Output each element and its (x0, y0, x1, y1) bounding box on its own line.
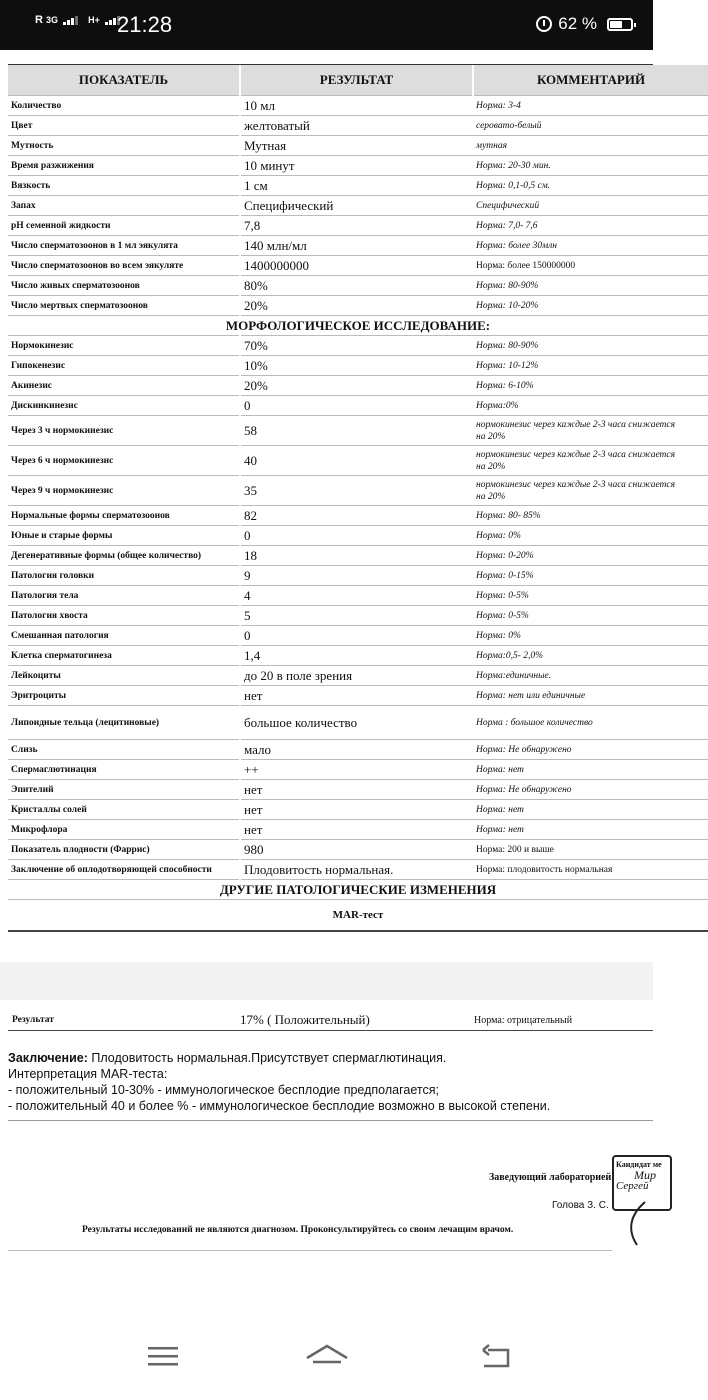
result-cell: 10 мл (240, 96, 473, 116)
indicator-cell: Спермаглютинация (8, 760, 240, 780)
result-cell: 0 (240, 396, 473, 416)
indicator-cell: Дискинкинезис (8, 396, 240, 416)
comment-cell: Норма: более 150000000 (473, 256, 708, 276)
table-row (8, 780, 708, 800)
result-cell: мало (240, 740, 473, 760)
result-cell: 70% (240, 336, 473, 356)
comment-cell (473, 416, 708, 446)
comment-cell: Норма: нет (473, 760, 708, 780)
indicator-cell: Гипокенезис (8, 356, 240, 376)
table-row (8, 740, 708, 760)
result-cell: 980 (240, 840, 473, 860)
indicator-cell: Смешанная патология (8, 626, 240, 646)
indicator-cell: Показатель плодности (Фаррис) (8, 840, 240, 860)
comment-line: нормокинезис через каждые 2-3 часа снижается (476, 419, 676, 430)
battery-fill (610, 21, 622, 28)
table-row (8, 176, 708, 196)
indicator-cell: Число сперматозоонов во всем эякуляте (8, 256, 240, 276)
comment-cell: Специфический (473, 196, 708, 216)
table-row (8, 396, 708, 416)
indicator-cell: Патология хвоста (8, 606, 240, 626)
table-row (8, 416, 708, 446)
result-cell: нет (240, 780, 473, 800)
section-morphology (8, 316, 708, 336)
indicator-cell: Через 9 ч нормокинезис (8, 476, 240, 506)
stamp-line-3: Сергей (616, 1180, 649, 1192)
result-cell: ++ (240, 760, 473, 780)
result-cell: 10 минут (240, 156, 473, 176)
table-row (8, 256, 708, 276)
result-cell: 80% (240, 276, 473, 296)
comment-cell: Норма: 10-20% (473, 296, 708, 316)
indicator-cell: Число живых сперматозоонов (8, 276, 240, 296)
mar-result-norm: Норма: отрицательный (474, 1015, 573, 1026)
result-cell: 20% (240, 376, 473, 396)
comment-cell: Норма: 0% (473, 626, 708, 646)
indicator-cell: Нормальные формы сперматозоонов (8, 506, 240, 526)
indicator-cell: Число мертвых сперматозоонов (8, 296, 240, 316)
table-row (8, 526, 708, 546)
conclusion-line (8, 1050, 550, 1066)
table-row (8, 586, 708, 606)
indicator-cell: Число сперматозоонов в 1 мл эякулята (8, 236, 240, 256)
signature-scribble (625, 1200, 653, 1250)
head-of-lab-name: Голова З. С. (552, 1200, 609, 1211)
indicator-cell: Нормокинезис (8, 336, 240, 356)
indicator-cell: Эпителий (8, 780, 240, 800)
alarm-icon (536, 16, 552, 32)
table-row (8, 336, 708, 356)
conclusion-text: Плодовитость нормальная.Присутствует спермаглютинация. (87, 1051, 447, 1065)
indicator-cell: Вязкость (8, 176, 240, 196)
conclusion-rule (8, 1120, 653, 1121)
comment-cell: мутная (473, 136, 708, 156)
header-comment: КОММЕНТАРИЙ (473, 65, 708, 96)
indicator-cell: Заключение об оплодотворяющей способности (8, 860, 240, 880)
comment-cell: Норма: 80-90% (473, 336, 708, 356)
result-cell: 140 млн/мл (240, 236, 473, 256)
result-cell: 35 (240, 476, 473, 506)
indicator-cell: Слизь (8, 740, 240, 760)
table-row (8, 666, 708, 686)
mar-result-label: Результат (12, 1015, 54, 1025)
result-cell: Мутная (240, 136, 473, 156)
table-row (8, 196, 708, 216)
stamp-line-2: Мир (634, 1168, 656, 1182)
comment-cell: Норма:единичные. (473, 666, 708, 686)
mar-interpretation-1: - положительный 10-30% - иммунологическое бесплодие предполагается; (8, 1083, 439, 1097)
result-cell: 7,8 (240, 216, 473, 236)
net-type-3g: 3G (46, 15, 59, 25)
stamp-line-1: Кандидат ме (616, 1160, 662, 1169)
table-row (8, 820, 708, 840)
comment-cell: Норма: 3-4 (473, 96, 708, 116)
result-cell: 1,4 (240, 646, 473, 666)
header-result: РЕЗУЛЬТАТ (240, 65, 473, 96)
table-row (8, 506, 708, 526)
home-icon[interactable] (304, 1342, 350, 1370)
indicator-cell: pH семенной жидкости (8, 216, 240, 236)
table-row (8, 760, 708, 780)
result-cell: нет (240, 820, 473, 840)
table-row (8, 860, 708, 880)
indicator-cell: Лейкоциты (8, 666, 240, 686)
comment-cell: Норма:0,5- 2,0% (473, 646, 708, 666)
clock: 21:28 (117, 12, 173, 37)
status-right (536, 14, 633, 34)
comment-cell: Норма: нет или единичные (473, 686, 708, 706)
comment-cell: Норма: 0-5% (473, 606, 708, 626)
comment-cell: Норма: 0-15% (473, 566, 708, 586)
result-cell: 40 (240, 446, 473, 476)
comment-line: на 20% (476, 461, 506, 472)
result-cell: до 20 в поле зрения (240, 666, 473, 686)
conclusion-block (8, 1050, 550, 1114)
comment-cell (473, 476, 708, 506)
indicator-cell: Эритроциты (8, 686, 240, 706)
comment-cell: Норма: 0,1-0,5 см. (473, 176, 708, 196)
menu-icon[interactable] (148, 1345, 180, 1369)
result-cell: Плодовитость нормальная. (240, 860, 473, 880)
table-row (8, 626, 708, 646)
table-row (8, 276, 708, 296)
result-cell: 1400000000 (240, 256, 473, 276)
comment-cell: Норма: 0-20% (473, 546, 708, 566)
result-cell: 10% (240, 356, 473, 376)
result-cell: нет (240, 800, 473, 820)
indicator-cell: Через 6 ч нормокинезис (8, 446, 240, 476)
results-body (8, 96, 708, 932)
indicator-cell: Кристаллы солей (8, 800, 240, 820)
comment-cell: Норма: 6-10% (473, 376, 708, 396)
section-morphology-title: МОРФОЛОГИЧЕСКОЕ ИССЛЕДОВАНИЕ: (8, 316, 708, 336)
back-icon[interactable] (480, 1342, 516, 1372)
comment-cell: Норма: Не обнаружено (473, 780, 708, 800)
comment-line: нормокинезис через каждые 2-3 часа снижается (476, 479, 676, 490)
result-cell: большое количество (240, 706, 473, 740)
results-table (8, 65, 708, 932)
head-of-lab-label: Заведующий лабораторией: (489, 1172, 615, 1183)
status-bar (0, 0, 653, 50)
mar-test-section (8, 900, 708, 932)
result-cell: 18 (240, 546, 473, 566)
indicator-cell: Патология тела (8, 586, 240, 606)
table-row (8, 800, 708, 820)
table-row (8, 546, 708, 566)
indicator-cell: Юные и старые формы (8, 526, 240, 546)
comment-cell: Норма: 80- 85% (473, 506, 708, 526)
comment-cell: Норма: нет (473, 800, 708, 820)
comment-cell: Норма: 7,0- 7,6 (473, 216, 708, 236)
indicator-cell: Мутность (8, 136, 240, 156)
comment-line: на 20% (476, 431, 506, 442)
table-row (8, 606, 708, 626)
result-cell: Специфический (240, 196, 473, 216)
section-other-changes-title: ДРУГИЕ ПАТОЛОГИЧЕСКИЕ ИЗМЕНЕНИЯ (8, 880, 708, 900)
table-row (8, 296, 708, 316)
table-row (8, 446, 708, 476)
result-cell: 0 (240, 626, 473, 646)
indicator-cell: Патология головки (8, 566, 240, 586)
table-row (8, 566, 708, 586)
mar-result-value: 17% ( Положительный) (240, 1012, 370, 1027)
table-row (8, 706, 708, 740)
table-row (8, 216, 708, 236)
indicator-cell: Через 3 ч нормокинезис (8, 416, 240, 446)
bottom-rule (8, 1250, 612, 1251)
result-cell: 9 (240, 566, 473, 586)
comment-cell: Норма: 80-90% (473, 276, 708, 296)
table-row (8, 116, 708, 136)
mar-interpretation-title: Интерпретация MAR-теста: (8, 1067, 168, 1081)
indicator-cell: Цвет (8, 116, 240, 136)
table-row (8, 476, 708, 506)
table-row (8, 686, 708, 706)
comment-cell: Норма: плодовитость нормальная (473, 860, 708, 880)
comment-cell: Норма: более 30млн (473, 236, 708, 256)
result-cell: 0 (240, 526, 473, 546)
result-cell: 20% (240, 296, 473, 316)
comment-line: на 20% (476, 491, 506, 502)
table-row (8, 96, 708, 116)
header-indicator: ПОКАЗАТЕЛЬ (8, 65, 240, 96)
mar-test-title: MAR-тест (8, 900, 708, 932)
indicator-cell: Липоидные тельца (лецитиновые) (8, 706, 240, 740)
comment-cell: Норма: 10-12% (473, 356, 708, 376)
indicator-cell: Клетка сперматогинеза (8, 646, 240, 666)
result-cell: 5 (240, 606, 473, 626)
comment-cell: Норма: 20-30 мин. (473, 156, 708, 176)
comment-cell: Норма:0% (473, 396, 708, 416)
result-cell: 58 (240, 416, 473, 446)
conclusion-label: Заключение: (8, 1051, 88, 1065)
page-break (0, 962, 653, 1000)
indicator-cell: Количество (8, 96, 240, 116)
comment-cell: Норма: 0% (473, 526, 708, 546)
result-cell: желтоватый (240, 116, 473, 136)
table-row (8, 236, 708, 256)
section-other-changes (8, 880, 708, 900)
roaming-label: R (35, 14, 43, 26)
indicator-cell: Время разжижения (8, 156, 240, 176)
disclaimer: Результаты исследований не являются диагнозом. Проконсультируйтесь со своим лечащим врачом. (82, 1225, 514, 1235)
comment-cell: Норма: нет (473, 820, 708, 840)
table-row (8, 376, 708, 396)
comment-cell: Норма: 0-5% (473, 586, 708, 606)
comment-cell: Норма : большое количество (473, 706, 708, 740)
comment-cell: серовато-белый (473, 116, 708, 136)
result-cell: нет (240, 686, 473, 706)
battery-icon (607, 18, 633, 31)
mar-rule (8, 1030, 653, 1031)
table-row (8, 356, 708, 376)
table-row (8, 646, 708, 666)
indicator-cell: Акинезис (8, 376, 240, 396)
battery-percent: 62 % (558, 14, 597, 33)
comment-line: нормокинезис через каждые 2-3 часа снижается (476, 449, 676, 460)
network-indicator (35, 15, 121, 25)
signal-icon (63, 15, 79, 25)
table-row (8, 156, 708, 176)
indicator-cell: Дегенеративные формы (общее количество) (8, 546, 240, 566)
result-cell: 82 (240, 506, 473, 526)
indicator-cell: Микрофлора (8, 820, 240, 840)
result-cell: 1 см (240, 176, 473, 196)
result-cell: 4 (240, 586, 473, 606)
mar-interpretation-2: - положительный 40 и более % - иммунологическое бесплодие возможно в высокой степени. (8, 1099, 551, 1113)
navigation-bar (0, 1320, 653, 1400)
table-row (8, 840, 708, 860)
net-type-hplus: H+ (88, 15, 100, 25)
comment-cell (473, 446, 708, 476)
comment-cell: Норма: 200 и выше (473, 840, 708, 860)
table-row (8, 136, 708, 156)
indicator-cell: Запах (8, 196, 240, 216)
comment-cell: Норма: Не обнаружено (473, 740, 708, 760)
